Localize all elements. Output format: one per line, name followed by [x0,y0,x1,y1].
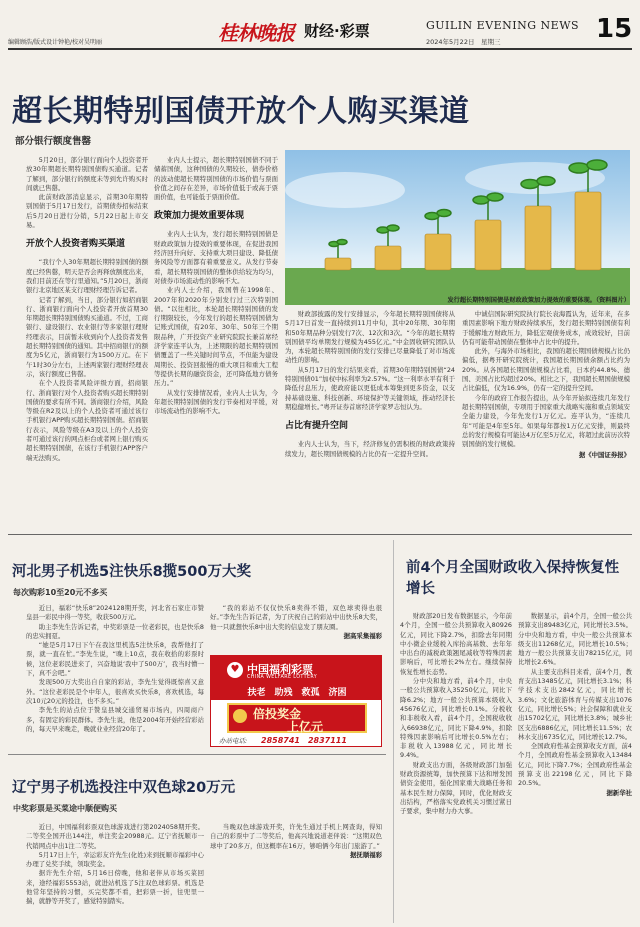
story2-paragraph: “我的彩站不仅仅快乐8卖得不错，双色球卖得也很好。”李先生告诉记者，为了庆祝自己的彩站中出快乐8大奖，他一只就想快乐8中出大奖的信息发了朋友圈。 [210,604,382,631]
masthead-date: 2024年5月22日 星期三 [426,38,501,46]
lottery-ad-slogan: 扶老 助残 救孤 济困 [247,688,347,698]
story4-column-2 [518,612,632,923]
lead-photo [285,150,630,305]
masthead-editors: 编辑顾浩/版式设计钟艳/校对吴明丽 [8,39,103,46]
story4-headline: 前4个月全国财政收入保持恢复性增长 [406,560,620,597]
lottery-ad-phone: 2858741 2837111 [261,736,347,745]
story4-paragraph: 财政支出方面，各级财政部门加强财政资源统筹，加快预算下达和增发国债资金使用，强化国家重大战略任务和基本民生财力保障，同时，优化财政支出结构，严格落实党政机关习惯过紧日子要求，集中财力办大事。 [400,760,512,816]
lead-paragraph: 业内人士认为，发行超长期特别国债是财政政策加力提效的重要体现，在促进我国经济回升向好、支持重大项目建设、降低债务风险等方面都有着重要意义。从发行节奏看，超长期特别国债的整体供给较为均匀，对债券市场流动性的影响不大。 [154,230,278,285]
story4-paragraph: 数据显示，前4个月，全国一般公共预算支出89483亿元，同比增长3.5%。分中央和地方看，中央一般公共预算本级支出11268亿元，同比增长10.5%；地方一般公共预算支出78215亿元，同比增长2.6%。 [518,612,632,667]
lead-paragraph: 在个人投资者风险评级方面，招商银行、浙商银行对个人投资者购买超长期特别国债的要求有所不同。浙商银行介绍，风险等级在R2及以上的个人投资者可通过该行手机银行APP购买超长期特别国债。招商银行表示，风险等级在A3及以上的个人投资者可通过该行的网点柜台或者网上银行购买超长期特别国债，在该行手机银行APP客户端无法购买。 [26,379,148,462]
lottery-ad [210,655,382,747]
masthead-english: GUILIN EVENING NEWS [426,19,580,32]
masthead-logo: 桂林晚报 [218,21,294,45]
story3-headline: 辽宁男子机选投注中双色球20万元 [12,780,236,796]
story2-paragraph: 近日，福彩“快乐8”2024128期开奖，河北省石家庄市赞皇县一彩民中得一等奖，收获500万元。 [26,604,204,622]
story3-paragraph: 5月17日上午，幸运彩友许先生(化姓)来到抚顺市福彩中心办理了兑奖手续，领取奖金。 [26,850,204,869]
section-divider [8,534,632,535]
lottery-ad-org: 中国福利彩票 [247,663,313,676]
lead-paragraph: “我行个人30年期超长期特别国债的额度已经售罄，明天是否会再释放额度出来，我们目前还在等行里通知。”5月20日，浙商银行北京地区某支行理财经理告诉记者。 [26,258,148,295]
lead-subhead-1: 开放个人投资者购买渠道 [26,239,126,250]
lead-column-3 [285,310,455,524]
lead-column-1 [26,156,148,524]
story2-paragraph: 助主李先生告诉记者，中奖彩票是一位老彩民，也是快乐8的忠实拥趸。 [26,622,204,640]
story4-paragraph: 分中央和地方看，前4个月，中央一般公共预算收入35250亿元，同比下降6.2%；地方一般公共预算本级收入45676亿元，同比增长0.1%。分税收和非税收入看，前4个月，全国税收收入66938亿元，同比下降4.9%，扣除特殊因素影响后可比增长0.5%左右；非税收入13988亿元，同比增长9.4%。 [400,677,512,760]
story3-column-2 [210,823,382,923]
lead-column-4 [462,310,630,524]
lead-paragraph: 中诚信国际研究院执行院长袁海霞认为，近年来，在多重因素影响下地方财政持续承压，发行超长期特别国债有利于缓解地方财政压力，降低宏观债务成本，成效较好，目前仍有可能带动国债在整体中占比中的提升。 [462,310,630,346]
lottery-coin-icon [233,709,247,723]
story2-column-1 [26,604,204,748]
masthead-divider [8,48,632,50]
lead-headline: 超长期特别国债开放个人购买渠道 [12,94,470,129]
story3-paragraph: 当晚双色球游戏开奖，许先生通过手机上网查询，得知自己的彩票中了二等奖后，他高兴地说道老伴说：“这期双色球中了20多万，但这概率在16万，够咱俩今年出门旅游了。” [210,823,382,850]
lottery-ad-promo-1: 倍投奖金 [253,707,302,721]
story4-paragraph: 从主要支出科目来看，前4个月，教育支出13485亿元，同比增长3.1%；科学技术支出2842亿元，同比增长3.6%；文化旅游体育与传媒支出1076亿元，同比增长5%；社会保障和就业支出15702亿元，同比增长3.8%；城乡社区支出6886亿元，同比增长11.5%；农林水支出6735亿元，同比增长12.7%。 [518,667,632,741]
lead-column-2 [154,156,278,524]
story3-paragraph: 近日，中国福利彩票双色球游戏进行第2024058期开奖。二等奖全国开出144注，单注奖金20988元。辽宁省抚顺市一代销网点中出1注二等奖。 [26,823,204,850]
story3-source: 据抚顺福彩 [350,850,382,859]
lead-paragraph: 业内人士介绍，我国曾在1998年、2007年和2020年分别发行过三次特别国债。“以往相比，本轮超长期特别国债的发行期限较长，今年发行的超长期特别国债为记账式国债，有20年、30年、50年三个期限品种，广开投资产业研究院院长兼首席经济学家连平认为，上述期限的超长期特别国债覆盖了一些关键时间节点，不但能为建设周期长、投资回报慢的重大项目和重大工程等提供长期的融资资金，还可降低地方债务压力。” [154,286,278,388]
story3-subheadline: 中奖彩票是买菜途中顺便购买 [13,804,117,813]
lead-subhead-3: 占比有提升空间 [285,421,349,432]
lead-paragraph: 财政部披露的发行安排显示，今年超长期特别国债将从5月17日首发一直持续到11月中旬，其中20年期、30年期和50年期品种分别发行7次、12次和3次。“今年的超长期特别国债平均单期发行规模为455亿元。”中金固收研究团队认为，本轮超长期特别国债的发行安排已尽量降低了对市场流动性的影响。 [285,310,455,365]
story2-source: 据高采集福彩 [343,631,382,640]
lead-paragraph: 此外，与海外市场相比，我国的超长期国债规模占比仍偏低，据粤开研究院统计，我国超长期国债余额占比约为20%。从各国超长期国债规模占比看，日本约44.8%、德国、美国占比均超过20%。相比之下，我国超长期国债规模占比偏低，仅为16.9%，仍有一定的提升空间。 [462,347,630,393]
story2-paragraph: “她是5月17日下午在我这里机选5注快乐8，我帮他打了票，就一直在忙。”李先生说，“晚上10点，我在收拾的彩票时候，这位老彩民进来了，兴奋地说‘我中了500万’，我当时懵一下，真不会吧。” [26,641,204,678]
story4-column-1 [400,612,512,923]
lead-paragraph: 此前财政部消息显示，首期30年期特别国债于5月17日发行，首期债券招标结束后5月20日进行分销，5月22日起上市交易。 [26,193,148,230]
masthead-section: 财经·彩票 [304,22,370,40]
story-divider [8,754,386,755]
story2-headline: 河北男子机选5注快乐8揽500万大奖 [12,564,251,580]
lead-paragraph: 从发行安排情况看，业内人士认为，今年超长期特别国债的发行节奏相对平缓，对市场流动性的影响不大。 [154,388,278,416]
story3-column-1 [26,823,204,923]
story3-paragraph: 据许先生介绍，5月16日傍晚，他和老伴从市场买菜回来，途经福彩5553站，就进站机选了5注双色球彩票。机选是他常年坚持的习惯，买完奖都不看，把彩票一折，往兜里一揣，就静等开奖了，感觉特别踏实。 [26,869,204,906]
lottery-ad-promo-2: 上亿元 [287,720,324,734]
story4-paragraph: 全国政府性基金预算收支方面，前4个月，全国政府性基金预算收入13484亿元，同比下降7.7%；全国政府性基金预算支出22198亿元，同比下降20.5%。 [518,742,632,788]
column-divider [393,540,394,923]
lottery-ad-phone-label: 办站电话: [219,737,248,745]
lead-paragraph: 从5月17日的发行结果来看，首期30年期特别国债“24特别国债01”加权中标利率为2.57%。“这一利率水平有利于降低付息压力，使政府能以更低成本筹集到更多资金，以支持基础设施、科技创新、环境保护等关键领域，推动经济长期稳健增长。”粤开证券首席经济学家罗志恒认为。 [285,365,455,411]
lead-paragraph: 5月20日，部分银行面向个人投资者开放30年期超长期特别国债购买通道。记者了解到，部分银行的额度未等到允许购买时间就已售罄。 [26,156,148,192]
story4-paragraph: 财政部20日发布数据显示，今年前4个月，全国一般公共预算收入80926亿元，同比下降2.7%，扣除去年同期中小微企业缓税入库抬高基数、去年年中出台的减税政策翘尾减收等特殊因素影响后，可比增长2%左右。继续保持恢复性增长态势。 [400,612,512,676]
lead-paragraph: 记者了解到，当日，部分银行如招商银行、浙商银行面向个人投资者开放首期30年期超长期特别国债购买通道。不过，工商银行、建设银行、农业银行等多家银行理财经理表示，目前暂未收到向个人投资者发售超长期特别国债的通知。其中招商银行的额度为5亿元，浙商银行为1500万元。在下午1时30分左右，上述两家银行理财经理表示，该行额度已售罄。 [26,295,148,378]
lead-subheadline: 部分银行额度售罄 [15,136,92,147]
lead-paragraph: 业内人士提示，超长期特别国债不同于储蓄国债，这种国债的久期较长，债券价格的波动使超长期特别国债的市场价值与票面价值之间存在差异，市场价值低于或高于票面价值，也可能低于票面价值。 [154,156,278,202]
lottery-logo-icon: ♥ [227,662,243,678]
growth-coins-illustration [285,150,630,305]
story2-paragraph: 李先生的站点位于赞皇县城交通贸易市场内，四周商户多，有固定的彩民群体。李先生说，他是2004年开始经营彩站的，每天早来晚走，晚就业业经营20年了。 [26,706,204,733]
lead-paragraph: 业内人士认为，当下，经济修复仍需积极的财政政策持续发力，超长期国债规模的占比仍有一定提升空间。 [285,440,455,458]
lead-paragraph: 今年的政府工作报告提出，从今年开始拟连续几年发行超长期特别国债，专项用于国家重大战略实施和重点领域安全能力建设，今年先发行1万亿元。连平认为，“连续几年”可能是4年至5年。如果每年都按1万亿元安排，则最终总的发行规模有可能达4万亿至5万亿元，将超过此前历次特别国债的发行规模。 [462,393,630,449]
page-number: 15 [596,14,633,44]
lottery-ad-org-en: CHINA WELFARE LOTTERY [247,675,318,680]
lead-source: 据《中国证券报》 [578,451,630,460]
story2-paragraph: 发现500万大奖出自自家的彩站，李先生觉得既惊喜又意外。“这位老彩民是个中年人，很喜欢买快乐8，喜欢机选，每次10元20元的投注，也不多买。” [26,678,204,705]
story2-subheadline: 每次购彩10至20元不多买 [13,588,108,597]
lead-subhead-2: 政策加力提效重要体现 [154,211,245,222]
story4-source: 据新华社 [606,788,632,797]
story2-column-2 [210,604,382,650]
photo-caption: 发行超长期特别国债是财政政策加力提效的重要体现。（资料图片） [447,297,630,304]
